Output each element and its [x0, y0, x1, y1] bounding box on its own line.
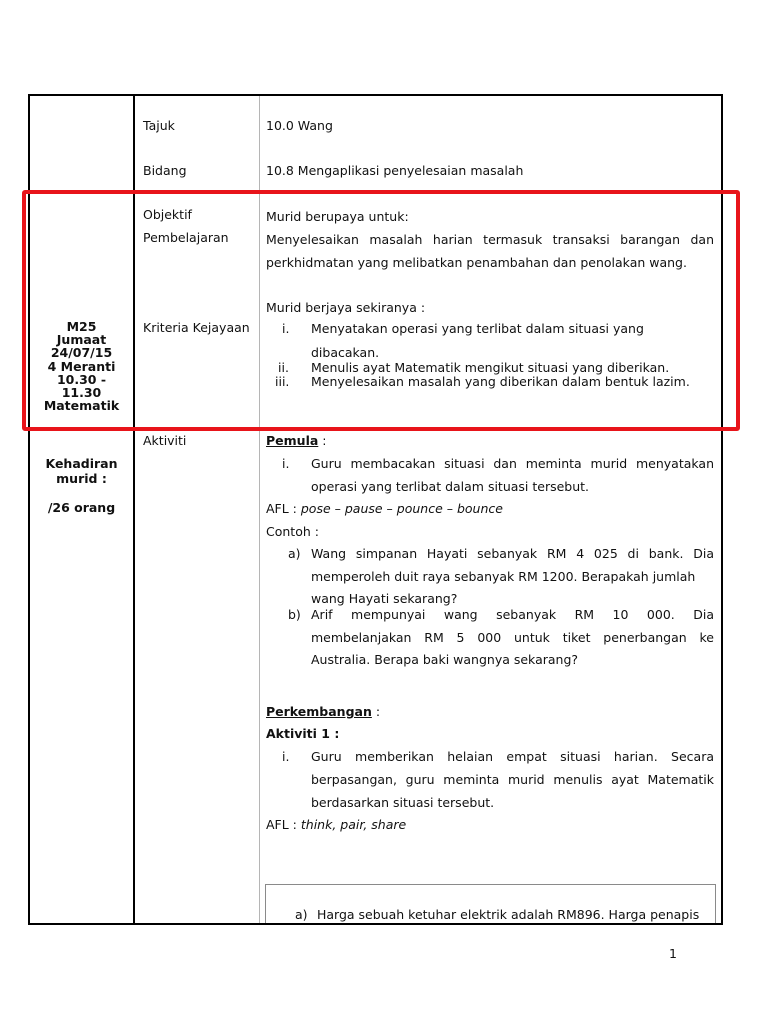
aktiviti-1-line-1: Guru memberikan helaian empat situasi harian. Secara: [311, 749, 714, 764]
afl-1-prefix: AFL :: [266, 501, 301, 516]
kriteria-num-3: iii.: [275, 374, 290, 389]
label-kriteria: Kriteria Kejayaan: [143, 320, 250, 335]
afl-2-value: think, pair, share: [300, 817, 407, 832]
pemula-i-line-1: Guru membacakan situasi dan meminta murid menyatakan: [311, 456, 714, 471]
session-time-start: 10.30 -: [56, 371, 107, 387]
pemula-i-num: i.: [282, 456, 290, 471]
perkembangan-title: Perkembangan: [266, 704, 372, 719]
session-date: 24/07/15: [50, 345, 113, 361]
afl-2: [266, 817, 406, 832]
session-subject: Matematik: [43, 398, 120, 414]
objektif-line-1: Menyelesaikan masalah harian termasuk transaksi barangan dan: [266, 232, 714, 247]
objektif-intro: Murid berupaya untuk:: [266, 209, 409, 224]
aktiviti-1-line-3: berdasarkan situasi tersebut.: [311, 795, 495, 810]
perkembangan-heading: [266, 704, 380, 719]
afl-1-value: pose – pause – pounce – bounce: [300, 501, 503, 516]
highlight-box: [22, 190, 740, 431]
contoh-label: Contoh :: [266, 524, 319, 539]
aktiviti-1-line-2: berpasangan, guru meminta murid menulis ayat Matematik: [311, 772, 714, 787]
afl-2-prefix: AFL :: [266, 817, 301, 832]
table-border-bottom-overlay: [28, 923, 723, 925]
kriteria-num-2: ii.: [278, 360, 289, 375]
label-aktiviti: Aktiviti: [143, 433, 187, 448]
aktiviti-1-i-num: i.: [282, 749, 290, 764]
attendance-label: Kehadiran murid :: [45, 456, 118, 486]
session-time-end: 11.30: [61, 385, 102, 401]
example-a-line-3: wang Hayati sekarang?: [311, 591, 458, 606]
kriteria-item-3: Menyelesaikan masalah yang diberikan dalam bentuk lazim.: [311, 374, 690, 389]
example-a-line-2: memperoleh duit raya sebanyak RM 1200. Berapakah jumlah: [311, 569, 696, 584]
session-day: Jumaat: [56, 332, 107, 348]
kriteria-num-1: i.: [282, 321, 290, 336]
pemula-heading: [266, 433, 326, 448]
kriteria-item-1: Menyatakan operasi yang terlibat dalam situasi yang: [311, 321, 644, 336]
pemula-colon: :: [318, 433, 327, 448]
label-objektif: Objektif: [143, 207, 192, 222]
situation-box-mask: [262, 925, 722, 955]
afl-1: [266, 501, 503, 516]
label-pembelajaran: Pembelajaran: [143, 230, 229, 245]
pemula-i-line-2: operasi yang terlibat dalam situasi tersebut.: [311, 479, 590, 494]
page-number: 1: [669, 946, 677, 961]
label-tajuk: Tajuk: [143, 118, 175, 133]
kriteria-item-2: Menulis ayat Matematik mengikut situasi yang diberikan.: [311, 360, 670, 375]
situation-box-num: a): [295, 907, 308, 922]
example-b-line-3: Australia. Berapa baki wangnya sekarang?: [311, 652, 579, 667]
kriteria-intro: Murid berjaya sekiranya :: [266, 300, 426, 315]
aktiviti-1-heading: Aktiviti 1 :: [266, 726, 340, 741]
session-code: M25: [66, 319, 97, 334]
situation-box-text: Harga sebuah ketuhar elektrik adalah RM896. Harga penapis: [317, 907, 700, 922]
session-class: 4 Meranti: [47, 358, 116, 374]
example-a-num: a): [288, 546, 301, 561]
kriteria-item-1-cont: dibacakan.: [311, 345, 380, 360]
tajuk-value: 10.0 Wang: [266, 118, 333, 133]
example-b-line-2: membelanjakan RM 5 000 untuk tiket penerbangan ke: [311, 630, 714, 645]
perkembangan-colon: :: [371, 704, 381, 719]
pemula-title: Pemula: [266, 433, 319, 448]
bidang-value: 10.8 Mengaplikasi penyelesaian masalah: [266, 163, 524, 178]
objektif-line-2: perkhidmatan yang melibatkan penambahan dan penolakan wang.: [266, 255, 687, 270]
example-b-num: b): [288, 607, 301, 622]
example-a-line-1: Wang simpanan Hayati sebanyak RM 4 025 di bank. Dia: [311, 546, 714, 561]
example-b-line-1: Arif mempunyai wang sebanyak RM 10 000. Dia: [311, 607, 714, 622]
label-bidang: Bidang: [143, 163, 187, 178]
attendance-count: /26 orang: [47, 500, 116, 515]
